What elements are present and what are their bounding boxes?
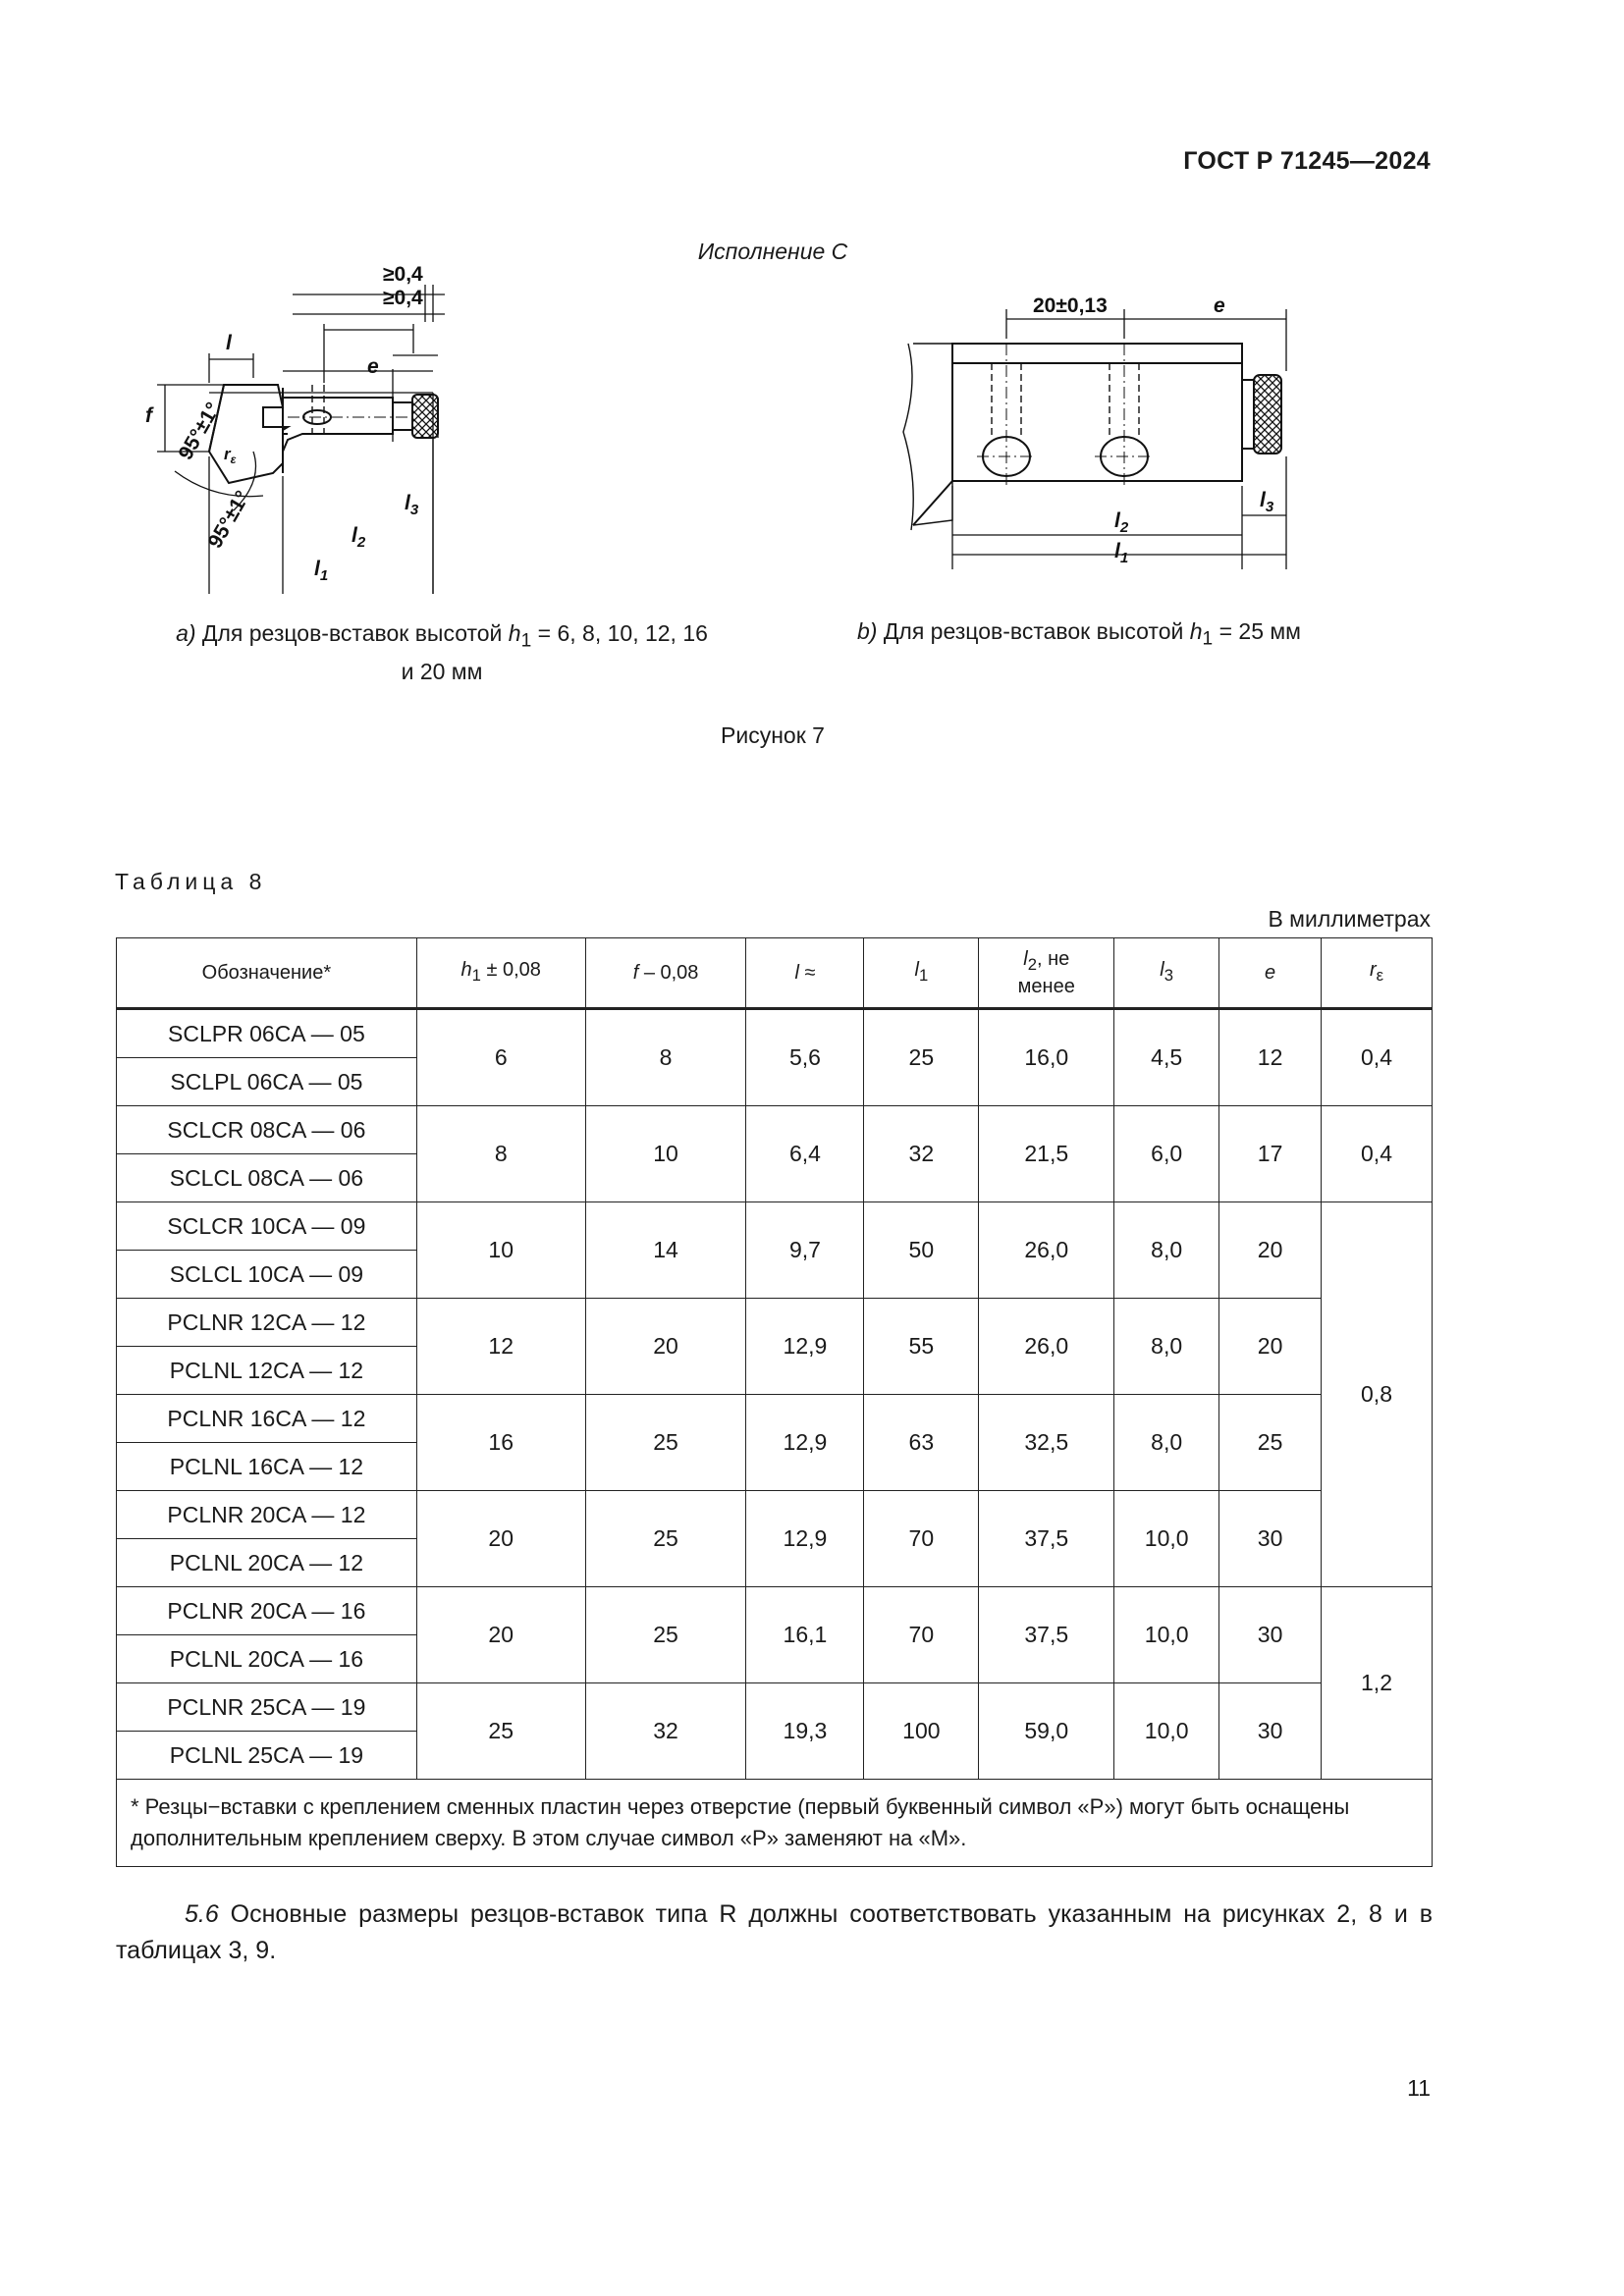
table-row — [117, 1587, 1433, 1635]
f-cell: 32 — [585, 1683, 746, 1780]
e-cell: 30 — [1219, 1587, 1322, 1683]
e-cell: 30 — [1219, 1491, 1322, 1587]
svg-text:l1 — [1114, 540, 1128, 566]
table-units: В миллиметрах — [1268, 906, 1431, 932]
designation-cell: PCLNL 16CA — 12 — [117, 1443, 417, 1491]
fig-b-e-label: e — [1214, 294, 1225, 317]
caption-b-prefix: b) — [857, 618, 878, 644]
designation-cell: SCLPL 06CA — 05 — [117, 1058, 417, 1106]
table-row — [117, 1683, 1433, 1732]
page-number: 11 — [1407, 2075, 1431, 2101]
table-row — [117, 1009, 1433, 1058]
document-header: ГОСТ Р 71245—2024 — [1183, 147, 1431, 175]
l1-cell: 63 — [864, 1395, 979, 1491]
l1-cell: 100 — [864, 1683, 979, 1780]
l-cell: 12,9 — [746, 1299, 864, 1395]
l2-cell: 26,0 — [979, 1299, 1114, 1395]
fig-a-f-label: f — [145, 404, 152, 427]
svg-text:l3 — [1260, 489, 1274, 515]
caption-a-var: h — [508, 620, 521, 646]
designation-cell: PCLNL 20CA — 16 — [117, 1635, 417, 1683]
designation-cell: PCLNR 20CA — 12 — [117, 1491, 417, 1539]
l2-cell: 26,0 — [979, 1202, 1114, 1299]
fig-b-dim-label: 20±0,13 — [1033, 294, 1108, 317]
paragraph-text: Основные размеры резцов-вставок типа R должны соответствовать указанным на рисунках 2, 8 и в таблицах 3, 9. — [116, 1900, 1433, 1964]
figure-caption-b — [857, 618, 1301, 651]
caption-b-values: = 25 мм — [1218, 618, 1301, 644]
l3-cell: 8,0 — [1114, 1202, 1219, 1299]
fig-b-l1-sub: 1 — [1119, 550, 1129, 566]
svg-text:rε — [224, 445, 237, 466]
e-cell: 17 — [1219, 1106, 1322, 1202]
h1-cell: 25 — [416, 1683, 585, 1780]
designation-cell: SCLCL 08CA — 06 — [117, 1154, 417, 1202]
l1-cell: 70 — [864, 1587, 979, 1683]
designation-cell: SCLCR 10CA — 09 — [117, 1202, 417, 1251]
designation-cell: SCLCL 10CA — 09 — [117, 1251, 417, 1299]
fig-a-gap1-label: ≥0,4 — [383, 263, 423, 286]
l3-cell: 10,0 — [1114, 1683, 1219, 1780]
h1-cell: 12 — [416, 1299, 585, 1395]
r-cell: 0,8 — [1322, 1202, 1433, 1587]
l-cell: 16,1 — [746, 1587, 864, 1683]
header-r: $r_\varepsilon$ — [1322, 938, 1433, 1009]
fig-a-angle1-label: 95°±1° — [174, 399, 226, 464]
figure-b-drawing — [884, 285, 1316, 589]
fig-a-l-label: l — [226, 332, 232, 354]
l3-cell: 4,5 — [1114, 1009, 1219, 1106]
fig-a-gap2-label: ≥0,4 — [383, 287, 423, 309]
designation-cell: SCLCR 08CA — 06 — [117, 1106, 417, 1154]
header-l3: $l_3$ — [1114, 938, 1219, 1009]
dimensions-table — [116, 937, 1433, 1867]
fig-b-l2-sub: 2 — [1119, 519, 1129, 536]
svg-text:l2 — [1114, 509, 1129, 536]
fig-a-l3-label: l — [405, 492, 410, 514]
e-cell: 25 — [1219, 1395, 1322, 1491]
fig-b-l3-sub: 3 — [1265, 499, 1274, 515]
table-header-row — [117, 938, 1433, 1009]
h1-cell: 20 — [416, 1491, 585, 1587]
l3-cell: 8,0 — [1114, 1299, 1219, 1395]
l2-cell: 21,5 — [979, 1106, 1114, 1202]
fig-b-l1-label: l — [1114, 540, 1120, 562]
l-cell: 5,6 — [746, 1009, 864, 1106]
f-cell: 20 — [585, 1299, 746, 1395]
caption-a-sub: 1 — [520, 630, 532, 652]
f-cell: 14 — [585, 1202, 746, 1299]
fig-a-angle2-label: 95°±1° — [203, 487, 255, 553]
e-cell: 20 — [1219, 1299, 1322, 1395]
fig-a-l1-sub: 1 — [319, 567, 329, 584]
caption-a-values: = 6, 8, 10, 12, 16 — [537, 620, 708, 646]
designation-cell: PCLNR 12CA — 12 — [117, 1299, 417, 1347]
header-l: l ≈ — [746, 938, 864, 1009]
table-row — [117, 1202, 1433, 1251]
table-row — [117, 1299, 1433, 1347]
l3-cell: 10,0 — [1114, 1491, 1219, 1587]
l1-cell: 55 — [864, 1299, 979, 1395]
svg-text:l2 — [352, 524, 366, 551]
e-cell: 12 — [1219, 1009, 1322, 1106]
l1-cell: 32 — [864, 1106, 979, 1202]
figure-number: Рисунок 7 — [721, 722, 825, 748]
fig-b-l2-label: l — [1114, 509, 1120, 532]
f-cell: 25 — [585, 1491, 746, 1587]
l2-cell: 59,0 — [979, 1683, 1114, 1780]
caption-a-line2: и 20 мм — [401, 658, 483, 684]
l2-cell: 16,0 — [979, 1009, 1114, 1106]
h1-cell: 16 — [416, 1395, 585, 1491]
l3-cell: 6,0 — [1114, 1106, 1219, 1202]
l1-cell: 70 — [864, 1491, 979, 1587]
figure-a-drawing — [116, 255, 676, 609]
l3-cell: 10,0 — [1114, 1587, 1219, 1683]
designation-cell: PCLNL 20CA — 12 — [117, 1539, 417, 1587]
f-cell: 25 — [585, 1395, 746, 1491]
l-cell: 19,3 — [746, 1683, 864, 1780]
svg-text:l1 — [314, 558, 328, 584]
caption-a-text: Для резцов-вставок высотой — [201, 620, 503, 646]
r-cell: 0,4 — [1322, 1009, 1433, 1106]
e-cell: 20 — [1219, 1202, 1322, 1299]
l-cell: 9,7 — [746, 1202, 864, 1299]
designation-cell: PCLNL 25CA — 19 — [117, 1732, 417, 1780]
caption-a-prefix: a) — [176, 620, 196, 646]
l1-cell: 25 — [864, 1009, 979, 1106]
f-cell: 10 — [585, 1106, 746, 1202]
header-designation: Обозначение* — [117, 938, 417, 1009]
h1-cell: 20 — [416, 1587, 585, 1683]
fig-a-r-sub: ε — [230, 453, 237, 466]
l-cell: 12,9 — [746, 1395, 864, 1491]
l1-cell: 50 — [864, 1202, 979, 1299]
l2-cell: 37,5 — [979, 1587, 1114, 1683]
f-cell: 25 — [585, 1587, 746, 1683]
paragraph-5-6 — [116, 1896, 1433, 1969]
fig-a-e-label: e — [367, 355, 379, 378]
l2-cell: 32,5 — [979, 1395, 1114, 1491]
fig-b-l3-label: l — [1260, 489, 1266, 511]
f-cell: 8 — [585, 1009, 746, 1106]
r-cell: 0,4 — [1322, 1106, 1433, 1202]
fig-a-r-label: r — [224, 445, 231, 463]
fig-a-l2-label: l — [352, 524, 357, 547]
caption-b-var: h — [1189, 618, 1203, 644]
caption-b-text: Для резцов-вставок высотой — [883, 618, 1184, 644]
r-cell: 1,2 — [1322, 1587, 1433, 1780]
table-footnote: * Резцы−вставки с креплением сменных пластин через отверстие (первый буквенный символ «P») могут быть оснащены дополнительным креплением сверху. В этом случае символ «P» заменяют на «M». — [117, 1780, 1433, 1867]
l-cell: 12,9 — [746, 1491, 864, 1587]
table-row — [117, 1106, 1433, 1154]
designation-cell: PCLNR 25CA — 19 — [117, 1683, 417, 1732]
h1-cell: 8 — [416, 1106, 585, 1202]
l2-cell: 37,5 — [979, 1491, 1114, 1587]
figure-caption-a — [147, 618, 736, 687]
header-h1: $h_1 \pm 0,08$ — [416, 938, 585, 1009]
caption-b-sub: 1 — [1202, 628, 1214, 650]
fig-a-l2-sub: 2 — [356, 534, 366, 551]
h1-cell: 6 — [416, 1009, 585, 1106]
l3-cell: 8,0 — [1114, 1395, 1219, 1491]
table-row — [117, 1395, 1433, 1443]
l-cell: 6,4 — [746, 1106, 864, 1202]
header-l2: $l_2$, не менее — [979, 938, 1114, 1009]
table-row — [117, 1491, 1433, 1539]
table-label: Таблица 8 — [115, 869, 267, 894]
header-f: f – 0,08 — [585, 938, 746, 1009]
h1-cell: 10 — [416, 1202, 585, 1299]
paragraph-number: 5.6 — [185, 1900, 219, 1928]
designation-cell: PCLNR 16CA — 12 — [117, 1395, 417, 1443]
designation-cell: SCLPR 06CA — 05 — [117, 1009, 417, 1058]
table-footnote-row — [117, 1780, 1433, 1867]
designation-cell: PCLNL 12CA — 12 — [117, 1347, 417, 1395]
fig-a-l1-label: l — [314, 558, 320, 580]
svg-text:l3 — [405, 492, 419, 518]
e-cell: 30 — [1219, 1683, 1322, 1780]
figure-variant-title: Исполнение С — [697, 239, 848, 264]
designation-cell: PCLNR 20CA — 16 — [117, 1587, 417, 1635]
fig-a-l3-sub: 3 — [409, 502, 419, 518]
header-e: e — [1219, 938, 1322, 1009]
header-l1: $l_1$ — [864, 938, 979, 1009]
